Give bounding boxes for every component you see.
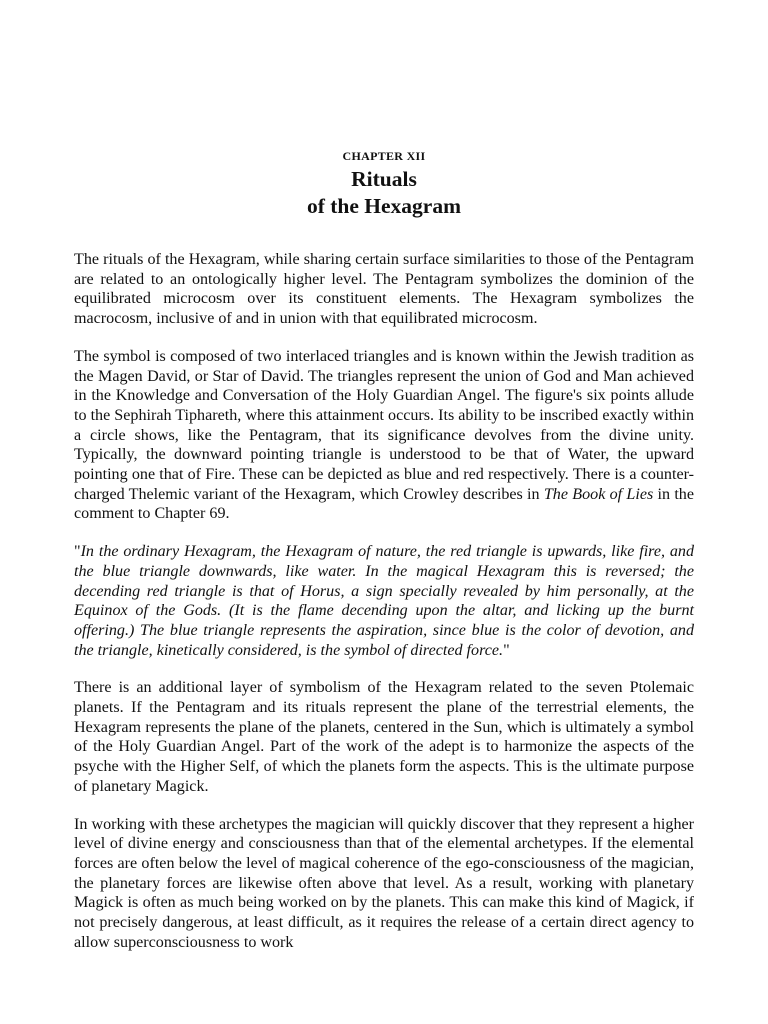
chapter-label: CHAPTER XII: [342, 149, 426, 163]
chapter-title: [0, 166, 768, 220]
paragraph-5: In working with these archetypes the magician will quickly discover that they represent a higher level of divine energy and consciousness than that of the elemental archetypes. If the elemental forces are often below the level of magical coherence of the ego-consciousness of the magician, the planetary forces are likewise often above that level. As a result, working with planetary Magick is often as much being worked on by the planets. This can make this kind of Magick, if not precisely dangerous, at least difficult, as it requires the release of a certain direct agency to allow superconsciousness to work: [74, 815, 694, 951]
paragraph-2-text: The symbol is composed of two interlaced triangles and is known within the Jewish tradition as the Magen David, or Star of David. The triangles represent the union of God and Man achieved in the Knowledge and Conversation of the Holy Guardian Angel. The figure's six points allude to the Sephirah Tiphareth, where this attainment occurs. Its ability to be inscribed exactly within a circle shows, like the Pentagram, that its significance devolves from the divine unity. Typically, the downward pointing triangle is understood to be that of Water, the upward pointing one that of Fire. These can be depicted as blue and red respectively. There is a counter-charged Thelemic variant of the Hexagram, which Crowley describes in: [74, 347, 694, 503]
quotation: [74, 542, 694, 660]
quote-text: In the ordinary Hexagram, the Hexagram of nature, the red triangle is upwards, like fire, and the blue triangle downwards, like water. In the magical Hexagram this is reversed; the decending red triangle is that of Horus, a sign specially revealed by him personally, at the Equinox of the Gods. (It is the flame decending upon the altar, and licking up the burnt offering.) The blue triangle represents the aspiration, since blue is the color of devotion, and the triangle, kinetically considered, is the symbol of directed force.: [74, 543, 694, 659]
paragraph-2: [74, 347, 694, 524]
body-text: [74, 250, 694, 971]
quote-open-mark: ": [74, 543, 81, 561]
paragraph-4: There is an additional layer of symbolism of the Hexagram related to the seven Ptolemaic planets. If the Pentagram and its rituals represent the plane of the terrestrial elements, the Hexagram represents the plane of the planets, centered in the Sun, which is ultimately a symbol of the Holy Guardian Angel. Part of the work of the adept is to harmonize the aspects of the psyche with the Higher Self, of which the planets form the aspects. This is the ultimate purpose of planetary Magick.: [74, 679, 694, 795]
quote-close-mark: ": [503, 641, 510, 659]
book-title: The Book of Lies: [543, 485, 654, 503]
paragraph-2-text-end: in the comment to Chapter 69.: [74, 485, 694, 523]
paragraph-1: The rituals of the Hexagram, while sharing certain surface similarities to those of the Pentagram are related to an ontologically higher level. The Pentagram symbolizes the dominion of the equilibrated microcosm over its constituent elements. The Hexagram symbolizes the macrocosm, inclusive of and in union with that equilibrated microcosm.: [74, 251, 694, 328]
chapter-title-line-1: Rituals: [351, 167, 417, 191]
chapter-title-line-2: of the Hexagram: [306, 194, 462, 218]
